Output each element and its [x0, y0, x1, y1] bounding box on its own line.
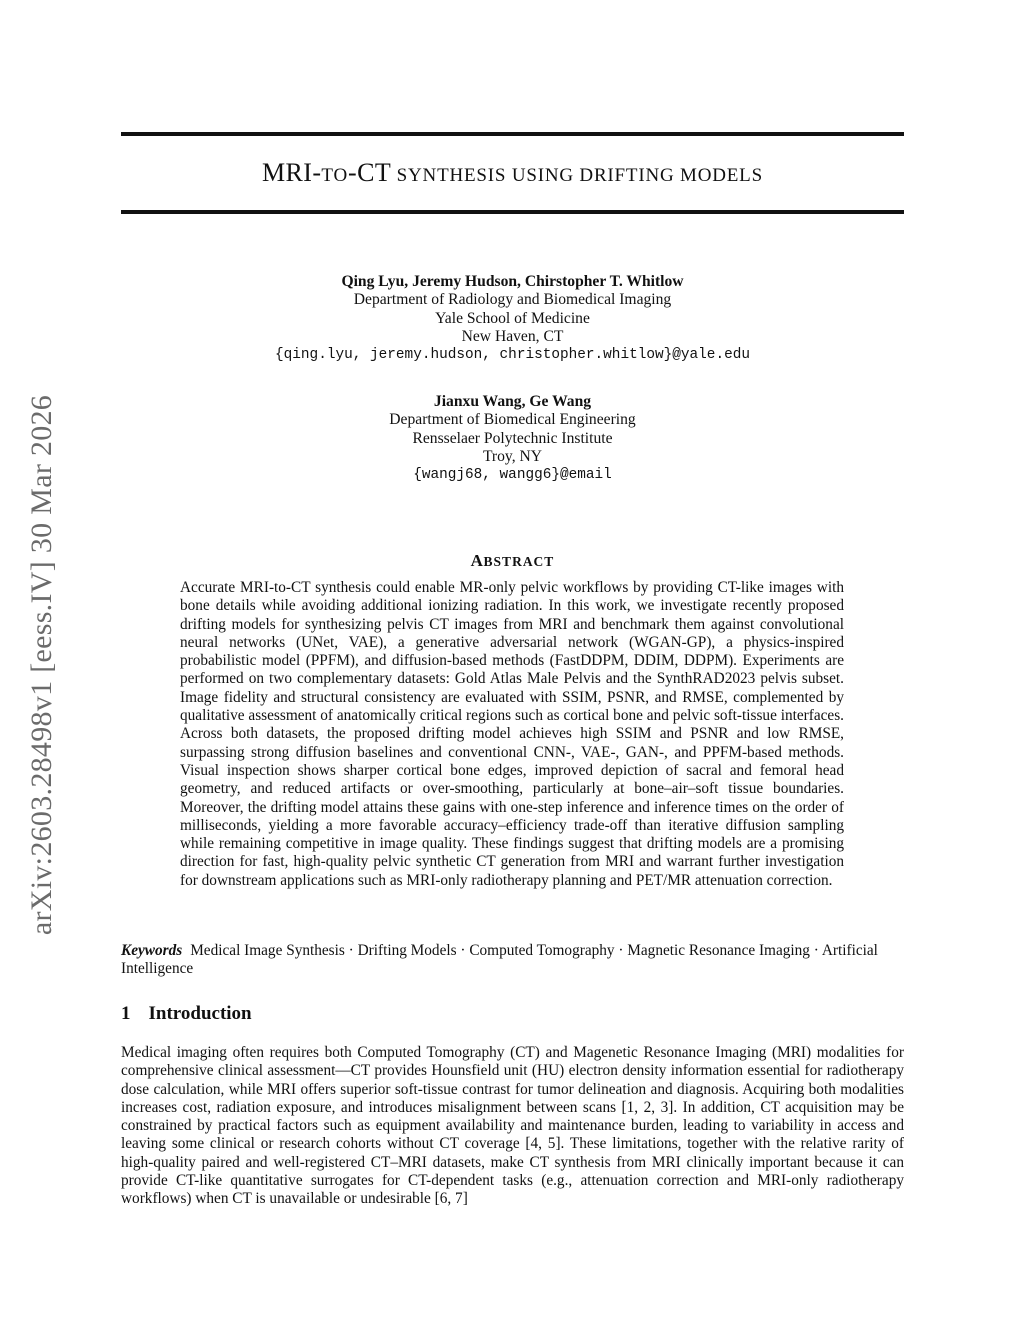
author-block-yale [121, 273, 904, 364]
section-title: Introduction [148, 1003, 252, 1024]
title-part-1: MRI- [262, 158, 322, 187]
title-rule-bottom [121, 210, 904, 214]
author-institution: Yale School of Medicine [435, 309, 590, 327]
arxiv-identifier-stamp [22, 360, 62, 970]
title-part-3: -CT [348, 158, 392, 187]
author-department: Department of Biomedical Engineering [389, 411, 636, 429]
author-names: Qing Lyu, Jeremy Hudson, Chirstopher T. Whitlow [341, 273, 684, 290]
paper-title [121, 158, 904, 188]
section-number: 1 [121, 1003, 131, 1024]
author-location: Troy, NY [482, 447, 543, 465]
keywords-line [121, 942, 904, 979]
title-rule-top [121, 132, 904, 136]
section-heading-introduction [121, 1003, 252, 1025]
author-email[interactable]: {wangj68, wangg6}@email [413, 467, 612, 484]
abstract-heading [121, 551, 904, 571]
introduction-paragraph: Medical imaging often requires both Computed Tomography (CT) and Magenetic Resonance Imaging (MRI) modalities for comprehensive clinical assessment—CT provides Hounsfield unit (HU) electron density information essential for radiotherapy dose calculation, while MRI offers superior soft-tissue contrast for tumor delineation and diagnosis. Acquiring both modalities increases cost, radiation exposure, and introduces misalignment between scans [1, 2, 3]. In addition, CT acquisition may be constrained by practical factors such as equipment availability and maintenance burden, leading to variability in access and leaving some clinical or research cohorts without CT coverage [4, 5]. These limitations, together with the relative rarity of high-quality paired and well-registered CT–MRI datasets, make CT synthesis from MRI clinically important because it can provide CT-like quantitative surrogates for CT-dependent tasks (e.g., attenuation correction and MRI-only radiotherapy workflows) when CT is unavailable or undesirable [6, 7] [121, 1044, 904, 1208]
abstract-heading-initial: A [470, 551, 484, 570]
author-location: New Haven, CT [461, 327, 564, 345]
abstract-body: Accurate MRI-to-CT synthesis could enable MR-only pelvic workflows by providing CT-like images with bone details while avoiding additional ionizing radiation. In this work, we investigate recently proposed drifting models for synthesizing pelvis CT images from MRI and benchmark them against convolutional neural networks (UNet, VAE), a generative adversarial network (WGAN-GP), a physics-inspired probabilistic model (PPFM), and diffusion-based methods (FastDDPM, DDIM, DDPM). Experiments are performed on two complementary datasets: Gold Atlas Male Pelvis and the SynthRAD2023 pelvis subset. Image fidelity and structural consistency are evaluated with SSIM, PSNR, and RMSE, complemented by qualitative assessment of anatomically critical regions such as cortical bone and pelvic soft-tissue interfaces. Across both datasets, the proposed drifting model achieves high SSIM and PSNR and low RMSE, surpassing strong diffusion baselines and conventional CNN-, VAE-, GAN-, and PPFM-based methods. Visual inspection shows sharper cortical bone edges, improved depiction of sacral and femoral head geometry, and reduced artifacts or over-smoothing, particularly at bone–air–soft tissue boundaries. Moreover, the drifting model attains these gains with one-step inference and inference times on the order of milliseconds, yielding a more favorable accuracy–efficiency trade-off than iterative diffusion sampling while remaining competitive in image quality. These findings suggest that drifting models are a promising direction for fast, high-quality pelvic synthetic CT generation from MRI and warrant further investigation for downstream applications such as MRI-only radiotherapy planning and PET/MR attenuation correction. [180, 579, 844, 889]
title-part-4: SYNTHESIS USING DRIFTING MODELS [391, 165, 763, 186]
author-institution: Rensselaer Polytechnic Institute [412, 429, 613, 447]
author-email[interactable]: {qing.lyu, jeremy.hudson, christopher.whitlow}@yale.edu [275, 347, 750, 364]
author-department: Department of Radiology and Biomedical Imaging [353, 291, 672, 309]
keywords-list: Medical Image Synthesis · Drifting Models · Computed Tomography · Magnetic Resonance Imaging · Artificial Intelligence [121, 942, 878, 978]
author-block-rpi [121, 393, 904, 484]
keywords-label: Keywords [121, 942, 183, 959]
title-part-2: TO [321, 165, 349, 186]
abstract-heading-rest: BSTRACT [483, 554, 555, 569]
author-names: Jianxu Wang, Ge Wang [433, 393, 592, 410]
arxiv-identifier-text: arXiv:2603.28498v1 [eess.IV] 30 Mar 2026 [25, 394, 58, 936]
